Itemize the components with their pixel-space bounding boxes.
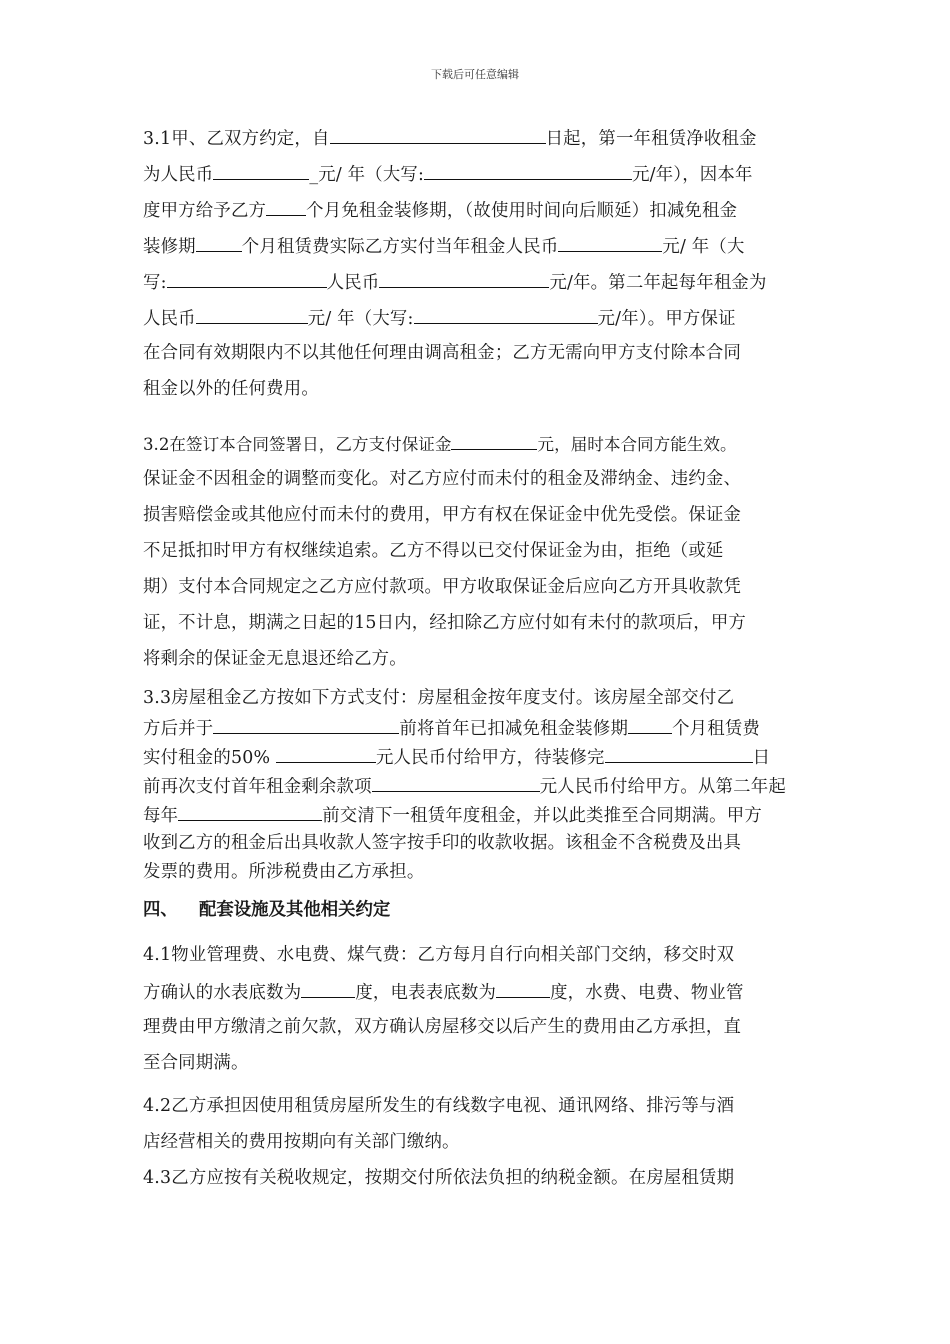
blank-field[interactable]	[213, 716, 399, 734]
clause-3-2-line-3: 损害赔偿金或其他应付而未付的费用，甲方有权在保证金中优先受偿。保证金	[143, 505, 742, 525]
clause-3-3-line-5: 每年 前交清下一租赁年度租金，并以此类推至合同期满。甲方	[143, 803, 823, 827]
clause-3-1-line-7: 在合同有效期限内不以其他任何理由调高租金；乙方无需向甲方支付除本合同	[143, 343, 742, 363]
clause-3-2-line-2: 保证金不因租金的调整而变化。对乙方应付而未付的租金及滞纳金、违约金、	[143, 469, 742, 489]
clause-3-3-line-1: 3.3房屋租金乙方按如下方式支付：房屋租金按年度支付。该房屋全部交付乙	[143, 688, 735, 708]
clause-3-3-line-7: 发票的费用。所涉税费由乙方承担。	[143, 862, 425, 882]
blank-field[interactable]	[451, 432, 537, 450]
blank-field[interactable]	[196, 234, 242, 252]
clause-3-2-line-4: 不足抵扣时甲方有权继续追索。乙方不得以已交付保证金为由，拒绝（或延	[143, 541, 724, 561]
clause-3-2-line-5: 期）支付本合同规定之乙方应付款项。甲方收取保证金后应向乙方开具收款凭	[143, 577, 742, 597]
clause-4-1-line-1: 4.1物业管理费、水电费、煤气费：乙方每月自行向相关部门交纳，移交时双	[143, 945, 735, 965]
blank-field[interactable]	[196, 306, 308, 324]
clause-3-1-line-6: 人民币 元/ 年（大写: 元/年）。甲方保证	[143, 306, 823, 330]
blank-field[interactable]	[605, 745, 753, 763]
blank-field[interactable]	[628, 716, 672, 734]
clause-4-2-line-1: 4.2乙方承担因使用租赁房屋所发生的有线数字电视、通讯网络、排污等与酒	[143, 1096, 735, 1116]
blank-field[interactable]	[301, 980, 355, 998]
blank-field[interactable]	[178, 803, 322, 821]
clause-3-1-line-5: 写: 人民币 元/年。第二年起每年租金为	[143, 270, 823, 294]
blank-field[interactable]	[424, 162, 632, 180]
clause-4-2-line-2: 店经营相关的费用按期向有关部门缴纳。	[143, 1132, 460, 1152]
clause-3-2-line-1: 3.2在签订本合同签署日，乙方支付保证金 元，届时本合同方能生效。	[143, 432, 823, 456]
clause-3-1-line-1: 3.1甲、乙双方约定，自 日起，第一年租赁净收租金	[143, 126, 823, 150]
clause-3-1-line-2: 为人民币 _元/ 年（大写: 元/年），因本年	[143, 162, 823, 186]
clause-4-1-line-3: 理费由甲方缴清之前欠款，双方确认房屋移交以后产生的费用由乙方承担，直	[143, 1017, 742, 1037]
blank-field[interactable]	[558, 234, 662, 252]
blank-field[interactable]	[330, 126, 546, 144]
section-4-heading	[143, 899, 390, 921]
blank-field[interactable]	[276, 745, 376, 763]
clause-3-3-line-3: 实付租金的50% 元人民币付给甲方，待装修完 日	[143, 745, 823, 769]
blank-field[interactable]	[414, 306, 598, 324]
clause-3-2-line-7: 将剩余的保证金无息退还给乙方。	[143, 649, 407, 669]
blank-field[interactable]	[213, 162, 309, 180]
blank-field[interactable]	[379, 270, 549, 288]
blank-field[interactable]	[266, 198, 306, 216]
blank-field[interactable]	[372, 774, 540, 792]
clause-3-1-line-4: 装修期 个月租赁费实际乙方实付当年租金人民币 元/ 年（大	[143, 234, 823, 258]
clause-3-1-line-8: 租金以外的任何费用。	[143, 379, 319, 399]
blank-field[interactable]	[496, 980, 550, 998]
blank-field[interactable]	[167, 270, 327, 288]
clause-3-2-line-6: 证，不计息，期满之日起的15日内，经扣除乙方应付如有未付的款项后，甲方	[143, 613, 747, 633]
section-number: 四、	[143, 900, 178, 920]
section-title: 配套设施及其他相关约定	[199, 900, 391, 920]
clause-4-1-line-2: 方确认的水表底数为 度，电表表底数为 度，水费、电费、物业管	[143, 980, 823, 1004]
page-header: 下载后可任意编辑	[431, 68, 519, 81]
clause-4-1-line-4: 至合同期满。	[143, 1053, 249, 1073]
clause-4-3-line-1: 4.3乙方应按有关税收规定，按期交付所依法负担的纳税金额。在房屋租赁期	[143, 1168, 735, 1188]
clause-3-1-line-3: 度甲方给予乙方 个月免租金装修期，（故使用时间向后顺延）扣减免租金	[143, 198, 823, 222]
clause-3-3-line-6: 收到乙方的租金后出具收款人签字按手印的收款收据。该租金不含税费及出具	[143, 833, 742, 853]
clause-3-3-line-4: 前再次支付首年租金剩余款项 元人民币付给甲方。从第二年起	[143, 774, 823, 798]
clause-3-3-line-2: 方后并于 前将首年已扣减免租金装修期 个月租赁费	[143, 716, 823, 740]
